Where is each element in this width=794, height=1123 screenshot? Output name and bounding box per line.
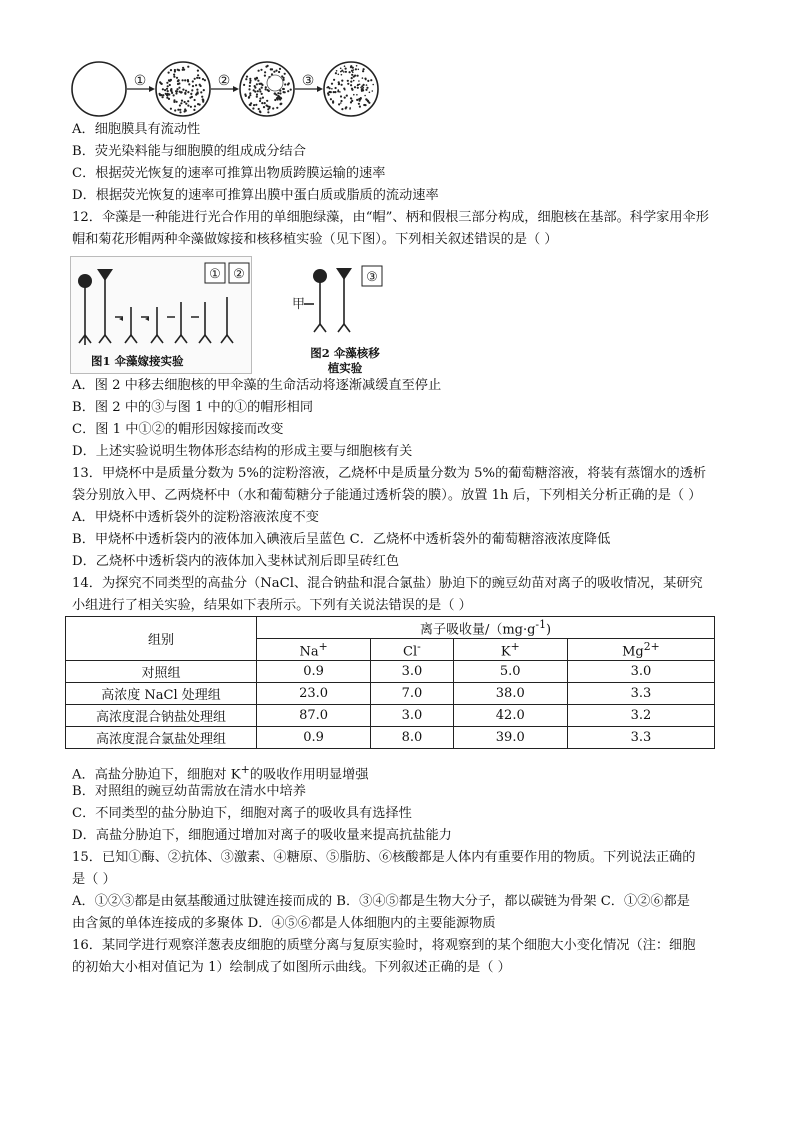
figure1-grafting (70, 256, 252, 374)
q14-option-d: D．高盐分胁迫下，细胞通过增加对离子的吸收量来提高抗盐能力 (72, 828, 452, 843)
q11-option-b: B．荧光染料能与细胞膜的组成成分结合 (72, 144, 306, 159)
table-cell: 38.0 (453, 683, 567, 705)
q14-option-c: C．不同类型的盐分胁迫下，细胞对离子的吸收具有选择性 (72, 806, 412, 821)
step-label: ① (133, 73, 147, 89)
q14-option-b: B．对照组的豌豆幼苗需放在清水中培养 (72, 784, 306, 799)
table-cell: 7.0 (371, 683, 454, 705)
figure2-caption: 图2 伞藻核移 植实验 (310, 346, 380, 375)
header-absorption: 离子吸收量$/(mg\cdot g^{-1})$ (257, 617, 715, 639)
cell-circle (240, 62, 294, 116)
q12-option-c: C．图 1 中①②的帽形因嫁接而改变 (72, 422, 284, 437)
q15-stem-line2: 是（ ） (72, 872, 116, 887)
table-cell: 8.0 (371, 727, 454, 749)
header-mg: $Mg^{2+}$ (567, 639, 714, 661)
header-k: K+ (453, 639, 567, 661)
box-label-3: ③ (366, 270, 378, 285)
table-cell: 3.3 (567, 727, 714, 749)
q11-option-a: A．细胞膜具有流动性 (72, 122, 201, 137)
q13-option-d: D．乙烧杯中透析袋内的液体加入斐林试剂后即呈砖红色 (72, 554, 400, 569)
step-label: ② (217, 73, 231, 89)
table-cell: 3.2 (567, 705, 714, 727)
row-label: 对照组 (66, 661, 257, 683)
q13-option-a: A．甲烧杯中透析袋外的淀粉溶液浓度不变 (72, 510, 319, 525)
q13-option-bc: B．甲烧杯中透析袋内的液体加入碘液后呈蓝色 C．乙烧杯中透析袋外的葡萄糖溶液浓度降低 (72, 532, 611, 547)
q13-stem-line1: 13．甲烧杯中是质量分数为 5%的淀粉溶液，乙烧杯中是质量分数为 5%的葡萄糖溶液，将装有蒸馏水的透析 (72, 466, 707, 481)
table-cell: 23.0 (257, 683, 371, 705)
table-cell: 3.3 (567, 683, 714, 705)
q15-options-line1: A．①②③都是由氨基酸通过肽键连接而成的 B．③④⑤都是生物大分子，都以碳链为骨架 C．①②⑥都是 (72, 894, 690, 909)
table-cell: 0.9 (257, 661, 371, 683)
table-row (66, 683, 715, 705)
table-cell: 87.0 (257, 705, 371, 727)
table-cell: 42.0 (453, 705, 567, 727)
q15-options-line2: 由含氮的单体连接成的多聚体 D．④⑤⑥都是人体细胞内的主要能源物质 (72, 916, 496, 931)
row-label: 高浓度 NaCl 处理组 (66, 683, 257, 705)
q15-stem-line1: 15．已知①酶、②抗体、③激素、④糖原、⑤脂肪、⑥核酸都是人体内有重要作用的物质。下列说法正确的 (72, 850, 696, 865)
table-cell: 39.0 (453, 727, 567, 749)
transplant-illustration (290, 262, 390, 340)
q11-option-c: C．根据荧光恢复的速率可推算出物质跨膜运输的速率 (72, 166, 386, 181)
header-na: Na+ (257, 639, 371, 661)
q12-stem-line1: 12．伞藻是一种能进行光合作用的单细胞绿藻，由“帽”、柄和假根三部分构成，细胞核在基部。科学家用伞形 (72, 210, 709, 225)
figure1-caption: 图1 伞藻嫁接实验 (91, 354, 184, 368)
table-cell: 3.0 (567, 661, 714, 683)
fluorescence-recovery-figure (70, 60, 382, 118)
cell-circle (72, 62, 126, 116)
table-row (66, 705, 715, 727)
header-cl: Cl- (371, 639, 454, 661)
grafting-illustration (71, 257, 251, 349)
q14-stem-line1: 14．为探究不同类型的高盐分（NaCl、混合钠盐和混合氯盐）胁迫下的豌豆幼苗对离子的吸收情况，某研究 (72, 576, 703, 591)
q12-stem-line2: 帽和菊花形帽两种伞藻做嫁接和核移植实验（见下图）。下列相关叙述错误的是（ ） (72, 232, 558, 247)
figure2-nuclear-transplant (290, 262, 390, 375)
step-label: ③ (301, 73, 315, 89)
q12-option-a: A．图 2 中移去细胞核的甲伞藻的生命活动将逐渐减缓直至停止 (72, 378, 442, 393)
row-label: 高浓度混合氯盐处理组 (66, 727, 257, 749)
q12-option-b: B．图 2 中的③与图 1 中的①的帽形相同 (72, 400, 314, 415)
table-cell: 5.0 (453, 661, 567, 683)
jia-label: 甲 (292, 297, 306, 312)
header-group: 组别 (66, 617, 257, 661)
row-label: 高浓度混合钠盐处理组 (66, 705, 257, 727)
q12-option-d: D．上述实验说明生物体形态结构的形成主要与细胞核有关 (72, 444, 413, 459)
table-cell: 3.0 (371, 661, 454, 683)
q11-option-d: D．根据荧光恢复的速率可推算出膜中蛋白质或脂质的流动速率 (72, 188, 439, 203)
box-label-1: ① (209, 267, 221, 282)
q16-stem-line1: 16．某同学进行观察洋葱表皮细胞的质壁分离与复原实验时，将观察到的某个细胞大小变化情况（注：细胞 (72, 938, 696, 953)
q14-option-a: A．高盐分胁迫下，细胞对 K+的吸收作用明显增强 (72, 763, 369, 783)
table-row (66, 661, 715, 683)
q14-stem-line2: 小组进行了相关实验，结果如下表所示。下列有关说法错误的是（ ） (72, 598, 472, 613)
table-cell: 3.0 (371, 705, 454, 727)
q13-stem-line2: 袋分别放入甲、乙两烧杯中（水和葡萄糖分子能通过透析袋的膜）。放置 1h 后，下列相关分析正确的是（ ） (72, 488, 702, 503)
q16-stem-line2: 的初始大小相对值记为 1）绘制成了如图所示曲线。下列叙述正确的是（ ） (72, 960, 511, 975)
ion-absorption-table (65, 616, 715, 749)
table-row (66, 727, 715, 749)
table-cell: 0.9 (257, 727, 371, 749)
box-label-2: ② (233, 267, 245, 282)
